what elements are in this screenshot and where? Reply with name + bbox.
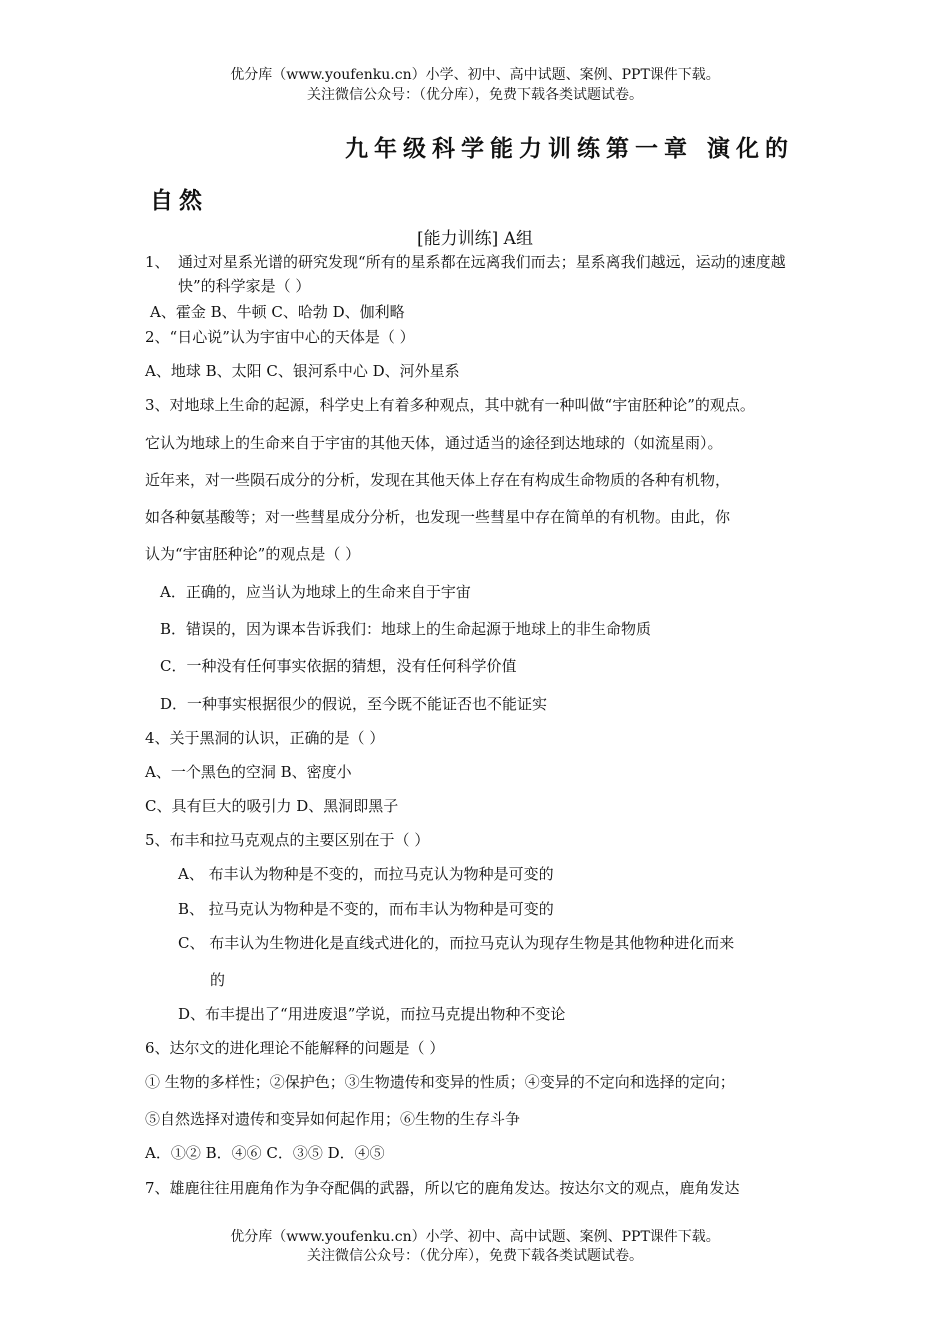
- header-line-1: 优分库（www.youfenku.cn）小学、初中、高中试题、案例、PPT课件下载。: [230, 67, 720, 83]
- document-title-line-2: 自然: [150, 188, 208, 214]
- q3-option-a: A．正确的，应当认为地球上的生命来自于宇宙: [160, 583, 471, 601]
- q6-line: ⑤自然选择对遗传和变异如何起作用；⑥生物的生存斗争: [145, 1110, 521, 1128]
- footer-line-1: 优分库（www.youfenku.cn）小学、初中、高中试题、案例、PPT课件下载。: [230, 1229, 720, 1245]
- footer-line-2: 关注微信公众号：（优分库），免费下载各类试题试卷。: [307, 1248, 643, 1264]
- q3-line: 3、对地球上生命的起源，科学史上有着多种观点，其中就有一种叫做“宇宙胚种论”的观点。: [145, 396, 755, 414]
- q5-option-c-cont: 的: [210, 971, 226, 989]
- q1-options: A、霍金 B、牛顿 C、哈勃 D、伽利略: [150, 303, 405, 321]
- q2-stem: 2、“日心说”认为宇宙中心的天体是（ ）: [145, 328, 415, 346]
- q6-options: A．①② B．④⑥ C．③⑤ D．④⑤: [145, 1144, 385, 1162]
- header-line-2: 关注微信公众号：（优分库），免费下载各类试题试卷。: [307, 87, 643, 103]
- q3-option-c: C．一种没有任何事实依据的猜想，没有任何科学价值: [160, 657, 517, 675]
- q5-stem: 5、布丰和拉马克观点的主要区别在于（ ）: [145, 831, 430, 849]
- q3-option-d: D．一种事实根据很少的假说，至今既不能证否也不能证实: [160, 695, 548, 713]
- q5-option-b: B、 拉马克认为物种是不变的，而布丰认为物种是可变的: [178, 900, 554, 918]
- q4-options-1: A、一个黑色的空洞 B、密度小: [145, 763, 352, 781]
- q1-number: 1、: [145, 253, 170, 271]
- q7-stem: 7、雄鹿往往用鹿角作为争夺配偶的武器，所以它的鹿角发达。按达尔文的观点，鹿角发达: [145, 1179, 740, 1197]
- q4-options-2: C、具有巨大的吸引力 D、黑洞即黑子: [145, 797, 399, 815]
- q3-line: 近年来，对一些陨石成分的分析，发现在其他天体上存在有构成生命物质的各种有机物，: [145, 471, 731, 489]
- q6-line: ① 生物的多样性；②保护色；③生物遗传和变异的性质；④变异的不定向和选择的定向；: [145, 1073, 735, 1091]
- q3-option-b: B．错误的，因为课本告诉我们：地球上的生命起源于地球上的非生命物质: [160, 620, 652, 638]
- q3-line: 它认为地球上的生命来自于宇宙的其他天体，通过适当的途径到达地球的（如流星雨）。: [145, 434, 723, 452]
- q5-option-c: C、 布丰认为生物进化是直线式进化的，而拉马克认为现存生物是其他物种进化而来: [178, 934, 735, 952]
- q4-stem: 4、关于黑洞的认识，正确的是（ ）: [145, 729, 385, 747]
- q2-options: A、地球 B、太阳 C、银河系中心 D、河外星系: [145, 362, 460, 380]
- q3-line: 如各种氨基酸等；对一些彗星成分分析，也发现一些彗星中存在简单的有机物。由此，你: [145, 508, 731, 526]
- section-heading: [能力训练] A组: [417, 229, 533, 249]
- q1-stem: 通过对星系光谱的研究发现“所有的星系都在远离我们而去；星系离我们越远，运动的速度越快”的科学家是（ ）: [178, 253, 786, 295]
- q5-option-d: D、布丰提出了“用进废退”学说，而拉马克提出物种不变论: [178, 1005, 566, 1023]
- q6-stem: 6、达尔文的进化理论不能解释的问题是（ ）: [145, 1039, 445, 1057]
- q3-line: 认为“宇宙胚种论”的观点是（ ）: [145, 545, 361, 563]
- q5-option-a: A、 布丰认为物种是不变的，而拉马克认为物种是可变的: [178, 865, 554, 883]
- document-title-line-1: 九年级科学能力训练第一章 演化的: [345, 136, 795, 162]
